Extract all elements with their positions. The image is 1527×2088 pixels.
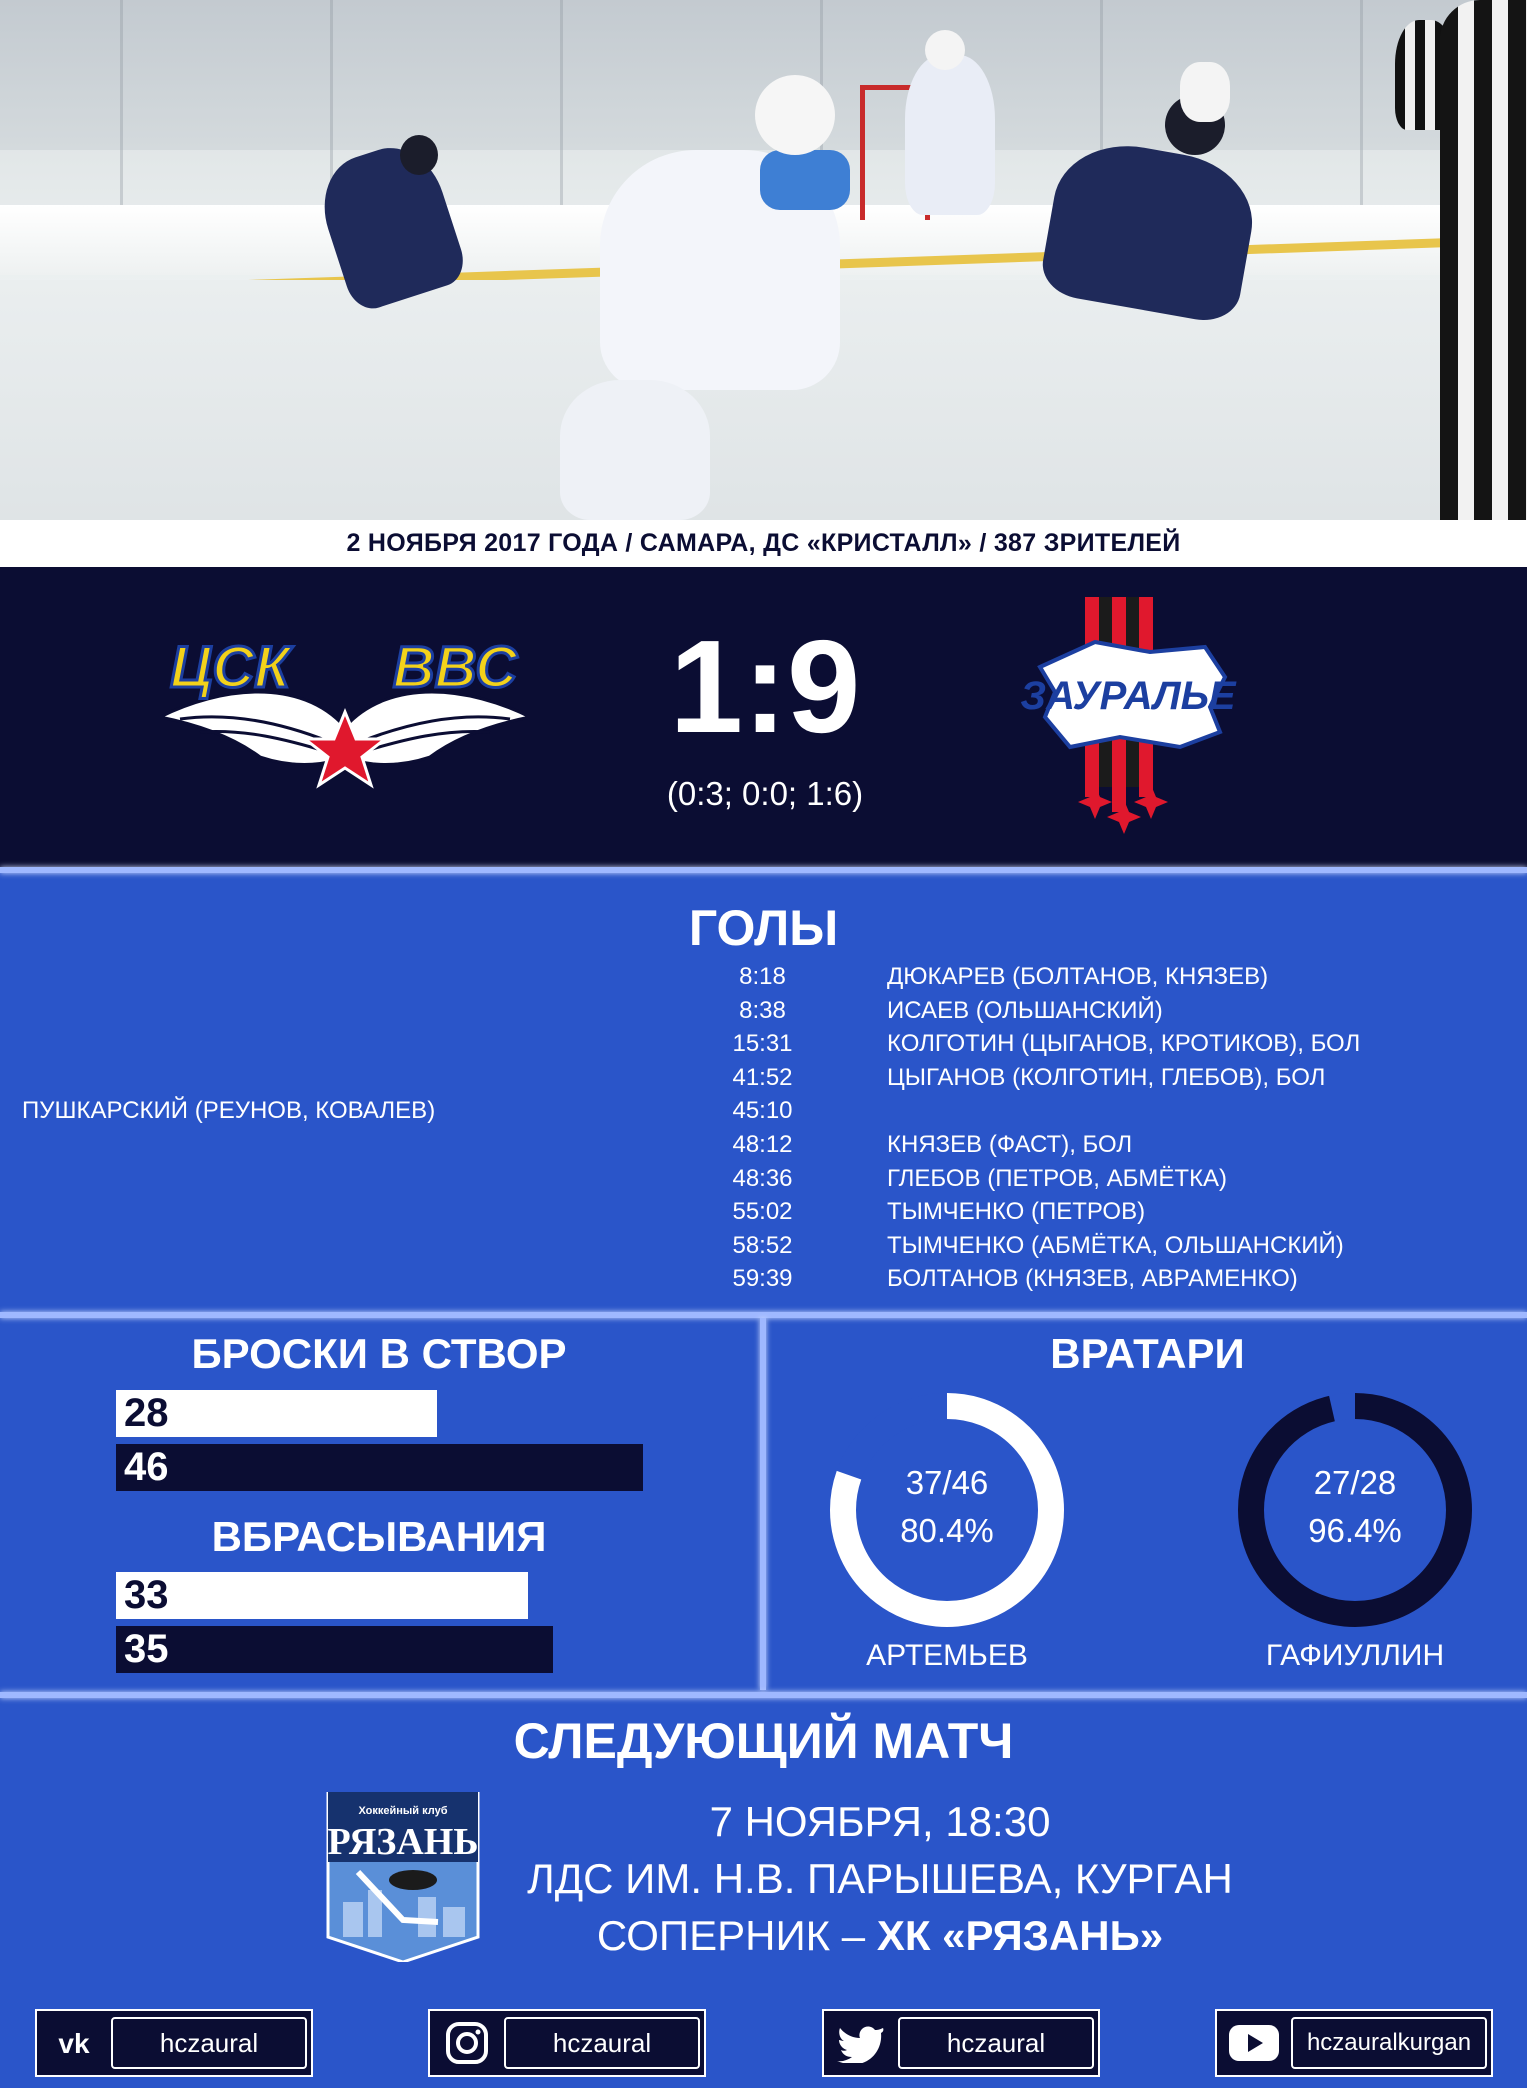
goal-row (0, 1229, 1527, 1263)
goal-away-scorer: ЦЫГАНОВ (КОЛГОТИН, ГЛЕБОВ), БОЛ (887, 1063, 1326, 1091)
goal-row (0, 994, 1527, 1028)
home-goalie-saves: 37/46 (905, 1464, 989, 1501)
away-goalie-pct: 96.4% (1308, 1512, 1402, 1549)
zauralie-logo (1000, 597, 1260, 837)
cska-vvs-logo (160, 617, 530, 797)
faceoffs-away-bar: 35 (116, 1626, 553, 1673)
ryazan-logo-text: РЯЗАНЬ (327, 1821, 479, 1863)
goal-row (0, 1128, 1527, 1162)
goal-time: 48:36 (732, 1164, 793, 1192)
goal-time: 8:38 (739, 996, 786, 1024)
divider (0, 867, 1527, 873)
next-match-opponent: ХК «РЯЗАНЬ» (876, 1912, 1164, 1959)
away-goalie-name: ГАФИУЛЛИН (1265, 1639, 1445, 1672)
goalies-title: ВРАТАРИ (1050, 1330, 1245, 1377)
goal-time: 58:52 (732, 1231, 793, 1259)
goal-home-scorer: ПУШКАРСКИЙ (РЕУНОВ, КОВАЛЕВ) (22, 1097, 436, 1125)
next-match-venue: ЛДС ИМ. Н.В. ПАРЫШЕВА, КУРГАН (527, 1855, 1233, 1902)
faceoffs-home-bar: 33 (116, 1572, 528, 1619)
home-logo-left-text: ЦСК (170, 635, 290, 700)
goal-time: 59:39 (732, 1265, 793, 1293)
goal-away-scorer: ГЛЕБОВ (ПЕТРОВ, АБМЁТКА) (887, 1164, 1228, 1192)
social-twitter[interactable] (822, 2009, 1100, 2077)
ryazan-logo-top-text: Хоккейный клуб (358, 1805, 448, 1817)
social-vk[interactable] (35, 2009, 313, 2077)
goal-row (0, 1094, 1527, 1128)
shots-home-bar: 28 (116, 1390, 437, 1437)
goal-away-scorer: БОЛТАНОВ (КНЯЗЕВ, АВРАМЕНКО) (887, 1265, 1298, 1293)
goal-row (0, 1162, 1527, 1196)
next-match-opponent-line (500, 1908, 1260, 1964)
goal-time: 55:02 (732, 1198, 793, 1226)
goal-row (0, 1262, 1527, 1296)
goal-away-scorer: ТЫМЧЕНКО (ПЕТРОВ) (887, 1198, 1146, 1226)
goal-away-scorer: КОЛГОТИН (ЦЫГАНОВ, КРОТИКОВ), БОЛ (887, 1030, 1361, 1058)
goal-away-scorer: КНЯЗЕВ (ФАСТ), БОЛ (887, 1130, 1133, 1158)
next-match-opponent-prefix: СОПЕРНИК – (596, 1912, 877, 1959)
social-twitter-handle[interactable]: hczaural (898, 2017, 1094, 2069)
goal-time: 8:18 (739, 963, 786, 990)
scoreboard (0, 567, 1527, 867)
goal-row (0, 1027, 1527, 1061)
next-match-datetime: 7 НОЯБРЯ, 18:30 (709, 1798, 1051, 1845)
goal-row (0, 1061, 1527, 1095)
svg-text:vk: vk (58, 2028, 90, 2058)
period-scores: (0:3; 0:0; 1:6) (666, 775, 864, 812)
away-logo-text: ЗАУРАЛЬЕ (1020, 674, 1236, 718)
goals-list (0, 960, 1527, 1296)
goal-time: 45:10 (732, 1097, 793, 1125)
goal-row (0, 960, 1527, 994)
instagram-icon (430, 2011, 504, 2075)
final-score: 1:9 (669, 613, 861, 760)
goal-away-scorer: ДЮКАРЕВ (БОЛТАНОВ, КНЯЗЕВ) (887, 963, 1269, 990)
home-goalie-name: АРТЕМЬЕВ (866, 1639, 1028, 1672)
vk-icon (37, 2011, 111, 2075)
social-vk-handle[interactable]: hczaural (111, 2017, 307, 2069)
goal-time: 41:52 (732, 1063, 793, 1091)
goals-title: ГОЛЫ (688, 900, 839, 956)
goal-row (0, 1195, 1527, 1229)
shots-away-bar: 46 (116, 1444, 643, 1491)
youtube-icon (1217, 2011, 1291, 2075)
goal-time: 15:31 (732, 1030, 793, 1058)
social-instagram[interactable] (428, 2009, 706, 2077)
twitter-icon (824, 2011, 898, 2075)
social-youtube-handle[interactable]: hczauralkurgan (1291, 2017, 1487, 2069)
match-info: 2 НОЯБРЯ 2017 ГОДА / САМАРА, ДС «КРИСТАЛЛ» / 387 ЗРИТЕЛЕЙ (0, 520, 1527, 567)
ryazan-logo (318, 1792, 488, 1962)
divider (0, 1692, 1527, 1698)
goal-time: 48:12 (732, 1130, 793, 1158)
away-goalie-saves: 27/28 (1313, 1464, 1397, 1501)
goalies-panel (768, 1320, 1527, 1690)
next-match-title: СЛЕДУЮЩИЙ МАТЧ (513, 1713, 1014, 1769)
faceoffs-title: ВБРАСЫВАНИЯ (211, 1513, 547, 1560)
vertical-divider (760, 1318, 766, 1690)
stats-panel (0, 1320, 758, 1690)
social-instagram-handle[interactable]: hczaural (504, 2017, 700, 2069)
goal-away-scorer: ИСАЕВ (ОЛЬШАНСКИЙ) (887, 996, 1163, 1024)
home-logo-right-text: ВВС (392, 635, 518, 700)
hero-photo (0, 0, 1527, 520)
goal-away-scorer: ТЫМЧЕНКО (АБМЁТКА, ОЛЬШАНСКИЙ) (887, 1231, 1344, 1259)
social-youtube[interactable] (1215, 2009, 1493, 2077)
home-goalie-pct: 80.4% (900, 1512, 994, 1549)
shots-title: БРОСКИ В СТВОР (191, 1330, 567, 1377)
